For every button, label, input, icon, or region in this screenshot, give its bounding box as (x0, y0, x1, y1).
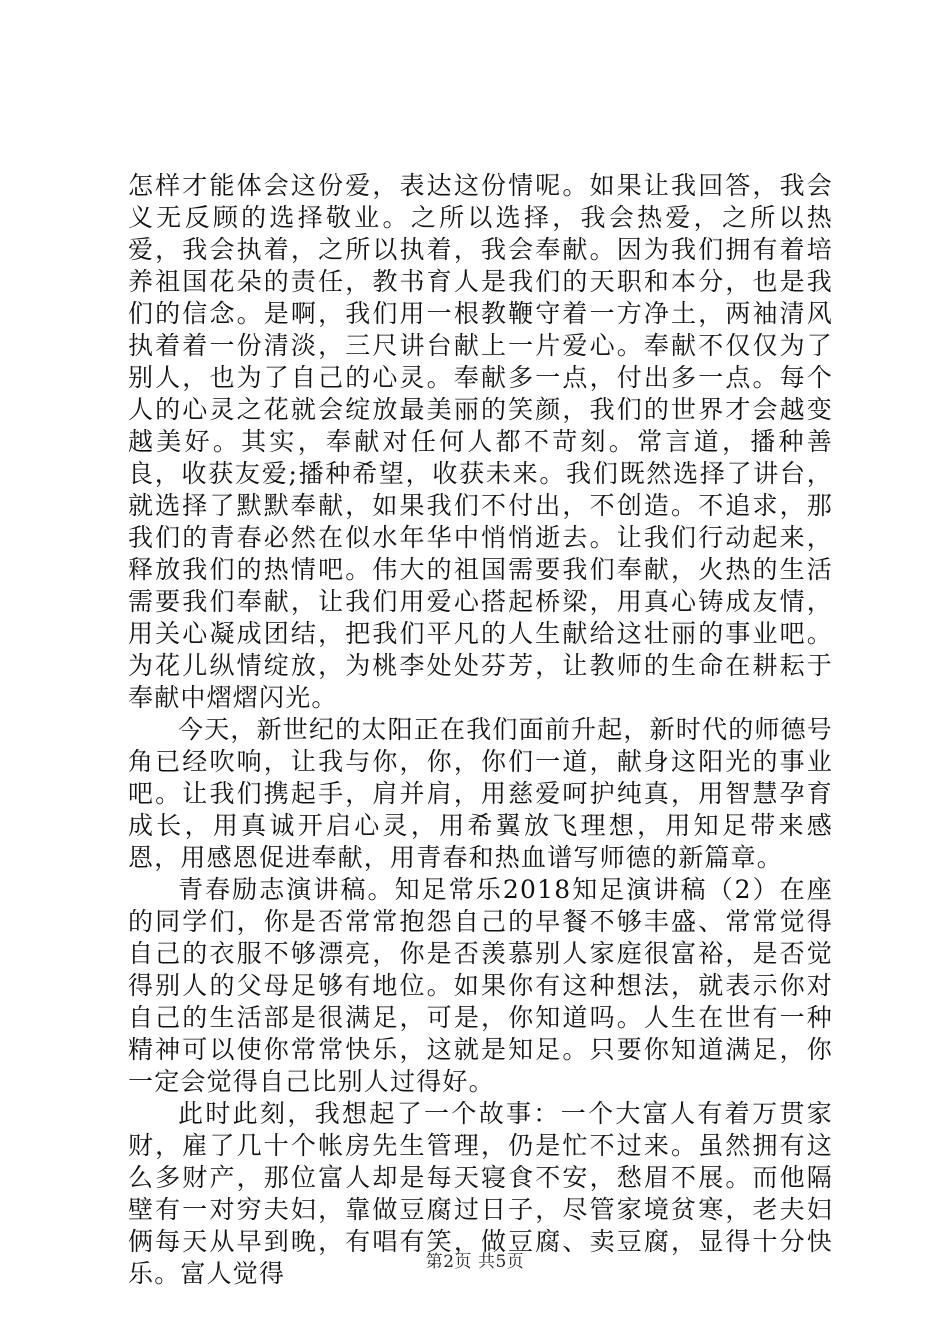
paragraph-4: 此时此刻，我想起了一个故事：一个大富人有着万贯家财，雇了几十个帐房先生管理，仍是忙不过来。虽然拥有这么多财产，那位富人却是每天寝食不安，愁眉不展。而他隔壁有一对穷夫妇，靠做豆腐过日子，尽管家境贫寒，老夫妇俩每天从早到晚，有唱有笑，做豆腐、卖豆腐，显得十分快乐。富人觉得 (128, 1099, 833, 1288)
paragraph-1: 怎样才能体会这份爱，表达这份情呢。如果让我回答，我会义无反顾的选择敬业。之所以选择，我会热爱，之所以热爱，我会执着，之所以执着，我会奉献。因为我们拥有着培养祖国花朵的责任，教书育人是我们的天职和本分，也是我们的信念。是啊，我们用一根教鞭守着一方净土，两袖清风执着着一份清淡，三尺讲台献上一片爱心。奉献不仅仅为了别人，也为了自己的心灵。奉献多一点，付出多一点。每个人的心灵之花就会绽放最美丽的笑颜，我们的世界才会越变越美好。其实，奉献对任何人都不苛刻。常言道，播种善良，收获友爱;播种希望，收获未来。我们既然选择了讲台，就选择了默默奉献，如果我们不付出，不创造。不追求，那我们的青春必然在似水年华中悄悄逝去。让我们行动起来，释放我们的热情吧。伟大的祖国需要我们奉献，火热的生活需要我们奉献，让我们用爱心搭起桥梁，用真心铸成友情，用关心凝成团结，把我们平凡的人生献给这壮丽的事业吧。为花儿纵情绽放，为桃李处处芬芳，让教师的生命在耕耘于奉献中熠熠闪光。 (128, 171, 833, 712)
paragraph-2: 今天，新世纪的太阳正在我们面前升起，新时代的师德号角已经吹响，让我与你，你，你们一道，献身这阳光的事业吧。让我们携起手，肩并肩，用慈爱呵护纯真，用智慧孕育成长，用真诚开启心灵，用希翼放飞理想，用知足带来感恩，用感恩促进奉献，用青春和热血谱写师德的新篇章。 (128, 715, 834, 872)
document-body (128, 170, 833, 1290)
paragraph-3: 青春励志演讲稿。知足常乐2018知足演讲稿（2）在座的同学们，你是否常常抱怨自己的早餐不够丰盛、常常觉得自己的衣服不够漂亮，你是否羡慕别人家庭很富裕，是否觉得别人的父母足够有地位。如果你有这种想法，就表示你对自己的生活部是很满足，可是，你知道吗。人生在世有一种精神可以使你常常快乐，这就是知足。只要你知道满足，你一定会觉得自己比别人过得好。 (128, 875, 833, 1096)
page-number-footer: 第2页 共5页 (425, 1252, 525, 1272)
